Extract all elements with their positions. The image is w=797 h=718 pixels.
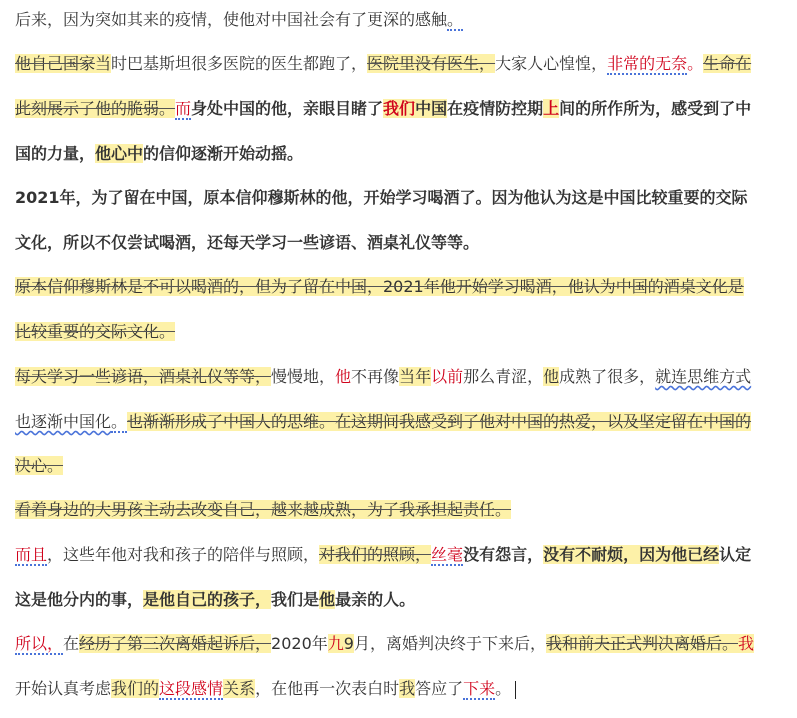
text-run: 。	[495, 679, 512, 698]
text-run: 我们	[383, 99, 416, 118]
text-run: 的信仰逐渐开始动摇。	[143, 144, 304, 163]
text-line	[15, 543, 751, 567]
text-run: 后来，因为突如其来的疫情，使他对中国社会有了更深的感触	[15, 10, 448, 29]
text-run: 身处中国的他，亲眼目睹了	[191, 99, 384, 118]
text-run: 关系	[223, 679, 256, 698]
text-run: 在疫情防控期	[447, 99, 544, 118]
text-run: 开始认真考虑	[15, 679, 112, 698]
text-run: 这段感情	[159, 679, 224, 698]
text-run: 国的力量，	[15, 144, 96, 163]
text-run: 他	[543, 367, 560, 386]
text-run: 在	[63, 634, 80, 653]
text-run: 当	[95, 54, 112, 73]
text-run: 而	[175, 99, 192, 118]
text-line	[15, 8, 463, 32]
text-run: 每天学习一些谚语，酒桌礼仪等等，	[15, 367, 272, 386]
text-run: ，在他再一次表白时	[255, 679, 400, 698]
text-cursor	[515, 681, 516, 699]
text-run: 就连思维方式	[655, 367, 752, 386]
text-run: 所以，	[15, 634, 64, 653]
text-run: 。	[687, 54, 704, 73]
text-run: 比较重要的交际文化。	[15, 322, 176, 341]
text-run: 我们的	[111, 679, 160, 698]
text-run: 经历了第三次离婚起诉后，	[79, 634, 272, 653]
text-run: 2021年，为了留在中国，原本信仰穆斯林的他，开始学习喝酒了。因为他认为这是中国比较重要的交际	[15, 188, 748, 207]
text-run: 我	[738, 634, 755, 653]
text-run: 我和前夫正式判决离婚后。	[546, 634, 739, 653]
text-run: 月，离婚判决终于下来后，	[353, 634, 546, 653]
text-run: 下来	[463, 679, 496, 698]
text-run: 。	[447, 10, 464, 29]
text-run: 丝毫	[431, 545, 464, 564]
text-run: 认定	[719, 545, 752, 564]
text-run: 当年	[399, 367, 432, 386]
text-run: 没有怨言，	[463, 545, 544, 564]
text-line	[15, 97, 751, 121]
text-run: 而且	[15, 545, 48, 564]
text-run: 慢慢地，	[271, 367, 336, 386]
text-run: 他心中	[95, 144, 144, 163]
text-run: 看着身边的大男孩主动去改变自己，越来越成熟，为了我承担起责任。	[15, 500, 512, 519]
text-run: ，这些年他对我和孩子的陪伴与照顾，	[47, 545, 320, 564]
text-run: 中国	[415, 99, 448, 118]
text-run: 文化，所以不仅尝试喝酒，还每天学习一些谚语、酒桌礼仪等等。	[15, 233, 480, 252]
text-line	[15, 677, 516, 701]
text-line	[15, 186, 748, 210]
text-run: 也逐渐中国化	[15, 412, 112, 431]
text-run: 没有不耐烦，因为他已经	[543, 545, 720, 564]
text-run: 最亲的人。	[335, 590, 416, 609]
text-run: 。	[111, 412, 128, 431]
text-run: 答应了	[415, 679, 464, 698]
text-line	[15, 320, 175, 344]
text-run: 他	[319, 590, 336, 609]
text-run: 医院里没有医生，	[367, 54, 496, 73]
text-run: 那么青涩，	[463, 367, 544, 386]
text-run: 以前	[431, 367, 464, 386]
text-run: 成熟了很多，	[559, 367, 656, 386]
text-run: 他	[335, 367, 352, 386]
text-run: 此刻展示了他的脆弱。	[15, 99, 176, 118]
text-run: 我	[399, 679, 416, 698]
text-line	[15, 52, 751, 76]
text-run: 大家人心惶惶，	[495, 54, 608, 73]
text-run: 对我们的照顾，	[319, 545, 432, 564]
text-run: 是他自己的孩子，	[143, 590, 272, 609]
text-run: 他自己国家	[15, 54, 96, 73]
text-line	[15, 632, 754, 656]
text-run: 2020年	[271, 634, 328, 653]
text-line	[15, 454, 63, 478]
text-run: 9	[343, 634, 354, 653]
text-line	[15, 588, 415, 612]
text-run: 九	[327, 634, 344, 653]
text-run: 原本信仰穆斯林是不可以喝酒的，但为了留在中国，2021年他开始学习喝酒，他认为中国的酒桌文化是	[15, 277, 744, 296]
text-run: 上	[543, 99, 560, 118]
text-run: 非常的无奈	[607, 54, 688, 73]
text-run: 我们是	[271, 590, 320, 609]
text-line	[15, 498, 511, 522]
text-run: 也渐渐形成了中国人的思维。在这期间我感受到了他对中国的热爱，以及坚定留在中国的	[127, 412, 752, 431]
text-run: 生命在	[703, 54, 752, 73]
text-run: 时巴基斯坦很多医院的医生都跑了，	[111, 54, 368, 73]
text-line	[15, 365, 751, 389]
text-line	[15, 410, 751, 434]
text-run: 这是他分内的事，	[15, 590, 144, 609]
text-line	[15, 275, 744, 299]
text-run: 间的所作所为，感受到了中	[559, 99, 752, 118]
text-line	[15, 142, 303, 166]
text-line	[15, 231, 479, 255]
text-run: 决心。	[15, 456, 64, 475]
text-run: 不再像	[351, 367, 400, 386]
